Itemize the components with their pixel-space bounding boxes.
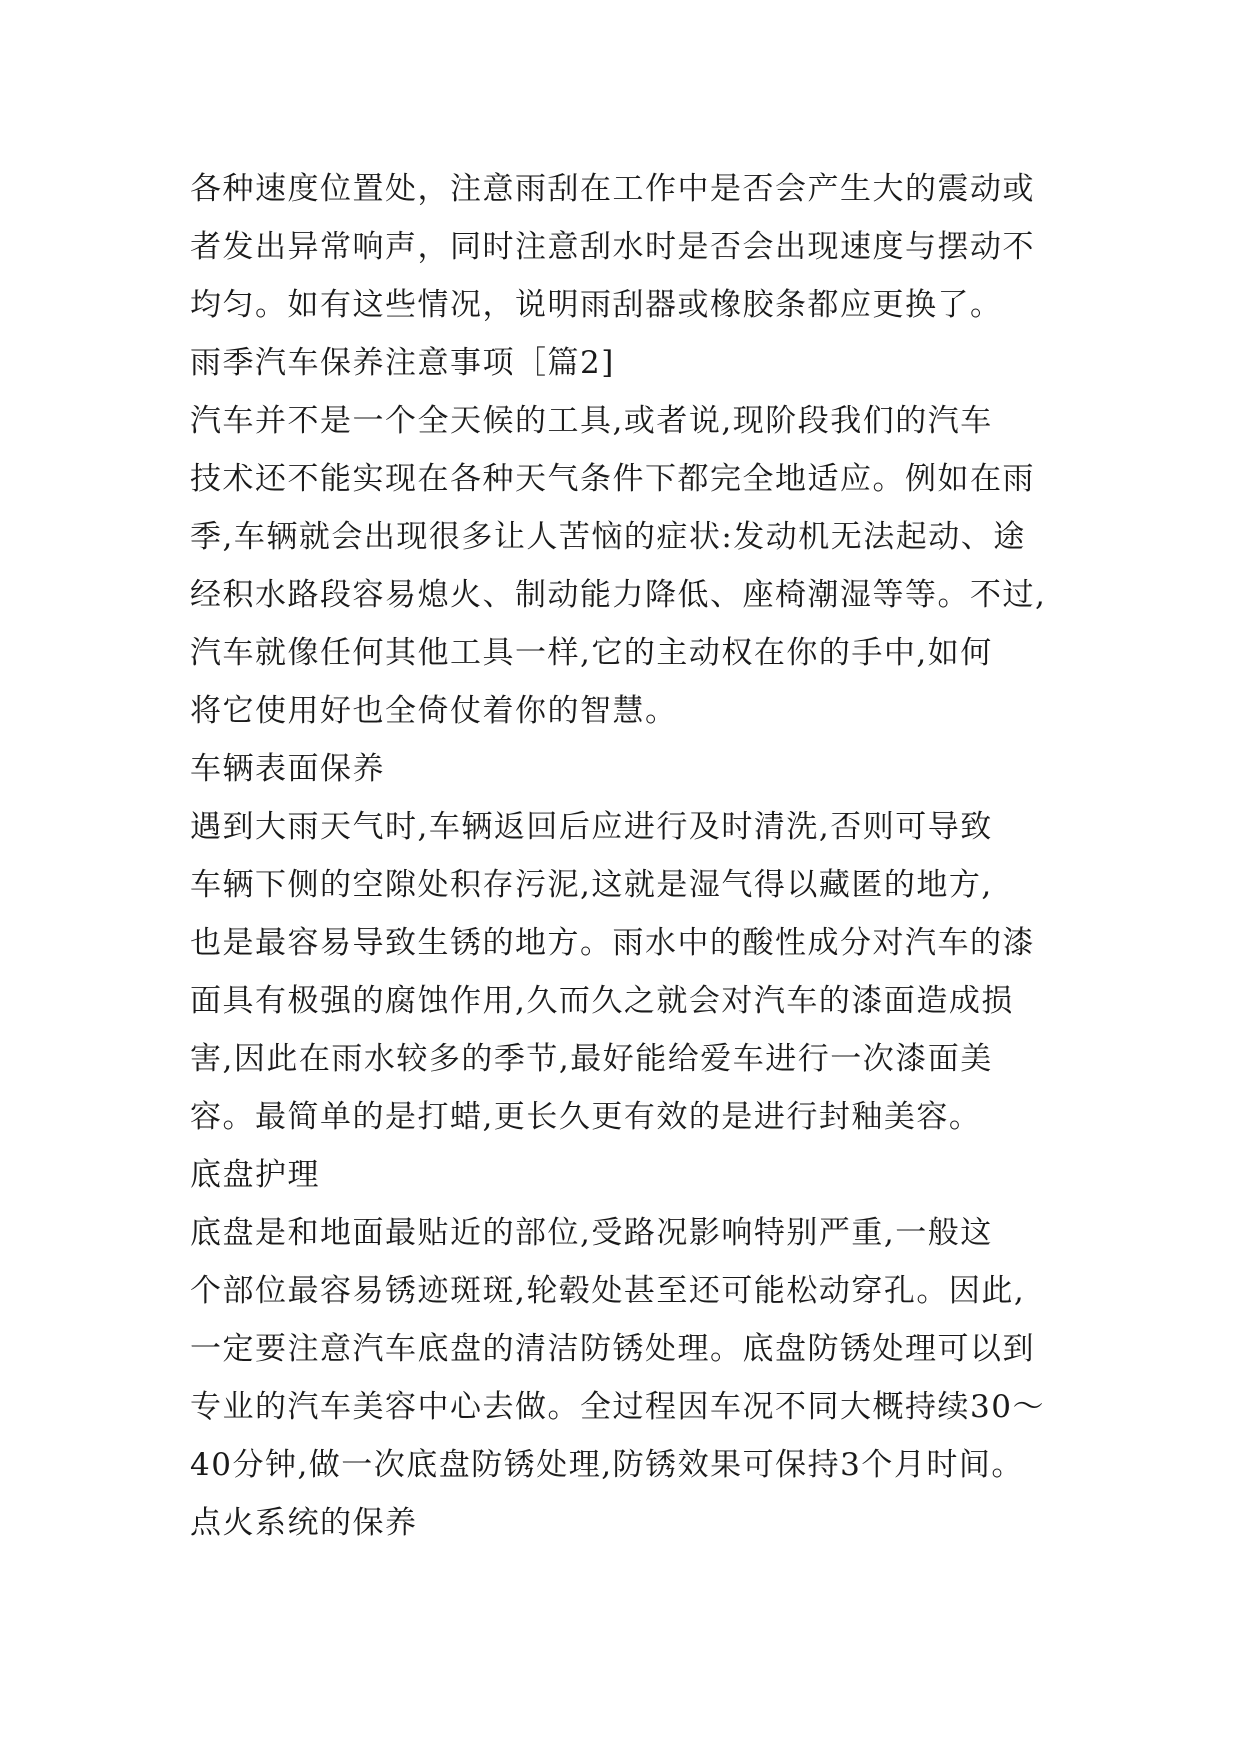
text-line: 个部位最容易锈迹斑斑,轮毂处甚至还可能松动穿孔。因此, [190,1273,1026,1309]
document-body [190,160,1050,1552]
text-line: 汽车并不是一个全天候的工具,或者说,现阶段我们的汽车 [190,403,993,439]
subsection-heading: 点火系统的保养 [190,1505,418,1541]
text-line: 底盘是和地面最贴近的部位,受路况影响特别严重,一般这 [190,1215,993,1251]
text-line: 也是最容易导致生锈的地方。雨水中的酸性成分对汽车的漆 [190,925,1035,961]
subsection-heading: 底盘护理 [190,1157,320,1193]
text-line: 专业的汽车美容中心去做。全过程因车况不同大概持续30～ [190,1389,1045,1425]
text-line: 者发出异常响声，同时注意刮水时是否会出现速度与摆动不 [190,229,1035,265]
text-line: 汽车就像任何其他工具一样,它的主动权在你的手中,如何 [190,635,993,671]
text-line: 技术还不能实现在各种天气条件下都完全地适应。例如在雨 [190,461,1035,497]
subsection-heading: 车辆表面保养 [190,751,385,787]
text-line: 将它使用好也全倚仗着你的智慧。 [190,693,678,729]
text-line: 均匀。如有这些情况，说明雨刮器或橡胶条都应更换了。 [190,287,1003,323]
text-line: 40分钟,做一次底盘防锈处理,防锈效果可保持3个月时间。 [190,1447,1024,1483]
text-line: 经积水路段容易熄火、制动能力降低、座椅潮湿等等。不过, [190,577,1047,613]
text-line: 害,因此在雨水较多的季节,最好能给爱车进行一次漆面美 [190,1041,993,1077]
text-line: 各种速度位置处，注意雨刮在工作中是否会产生大的震动或 [190,171,1035,207]
text-line: 季,车辆就会出现很多让人苦恼的症状:发动机无法起动、途 [190,519,1026,555]
text-line: 面具有极强的腐蚀作用,久而久之就会对汽车的漆面造成损 [190,983,1014,1019]
text-line: 容。最简单的是打蜡,更长久更有效的是进行封釉美容。 [190,1099,982,1135]
text-line: 车辆下侧的空隙处积存污泥,这就是湿气得以藏匿的地方, [190,867,993,903]
text-line: 一定要注意汽车底盘的清洁防锈处理。底盘防锈处理可以到 [190,1331,1035,1367]
text-line: 遇到大雨天气时,车辆返回后应进行及时清洗,否则可导致 [190,809,993,845]
section-heading: 雨季汽车保养注意事项［篇2] [190,345,615,381]
